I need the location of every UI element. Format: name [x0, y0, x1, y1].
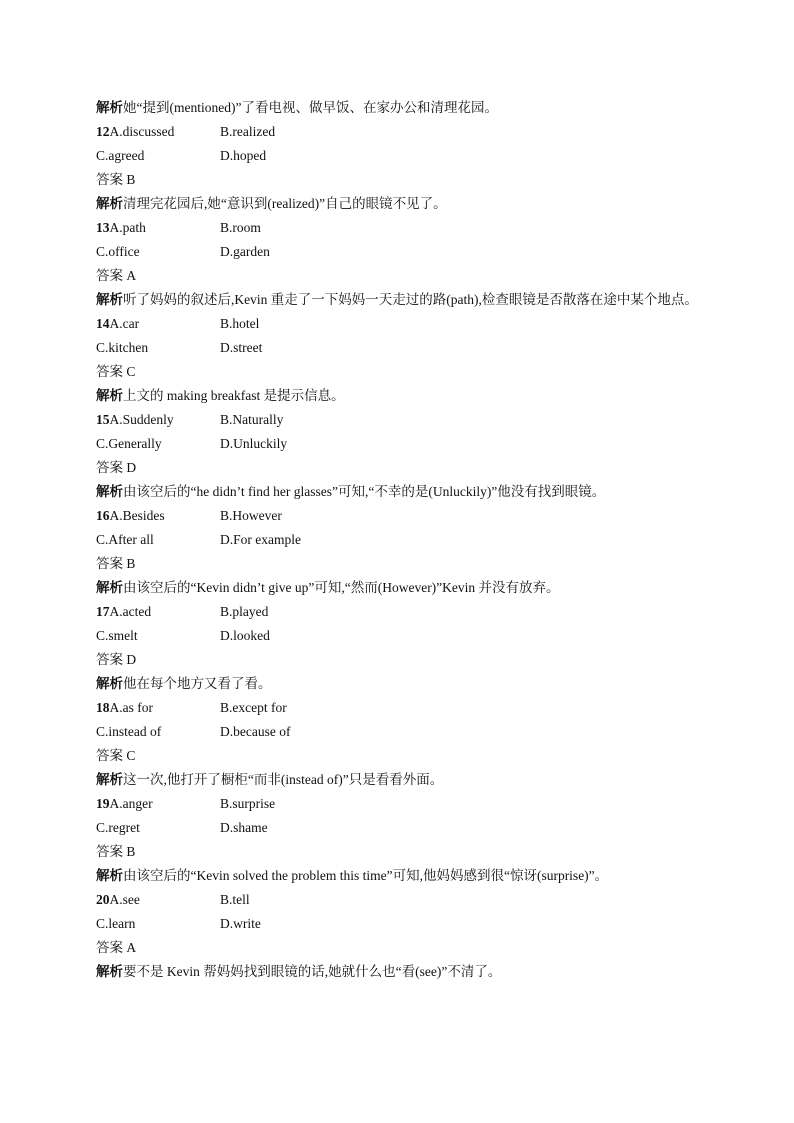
question-block	[96, 504, 706, 600]
option-c: C.office	[96, 244, 140, 259]
explanation-line	[96, 768, 706, 792]
option-d: D.looked	[220, 628, 270, 643]
answer-value: C	[126, 748, 136, 763]
option-a-text: A.as for	[109, 700, 153, 715]
option-b: B.realized	[220, 124, 276, 139]
option-a-text: A.discussed	[109, 124, 175, 139]
answer-line	[96, 264, 706, 288]
answer-value: B	[126, 172, 136, 187]
option-a-text: A.anger	[109, 796, 153, 811]
options-row-cd	[96, 912, 706, 936]
question-number: 13	[96, 220, 110, 235]
options-row-ab	[96, 792, 706, 816]
option-a	[96, 120, 220, 144]
options-row-ab	[96, 504, 706, 528]
options-row-ab	[96, 312, 706, 336]
question-number: 12	[96, 124, 110, 139]
option-d: D.For example	[220, 532, 301, 547]
option-a	[96, 888, 220, 912]
explanation-text: 他在每个地方又看了看。	[123, 676, 272, 691]
answer-label: 答案	[96, 748, 123, 763]
answer-line	[96, 840, 706, 864]
option-b: B.surprise	[220, 796, 276, 811]
explanation-line	[96, 960, 706, 984]
options-row-cd	[96, 624, 706, 648]
answer-line	[96, 744, 706, 768]
options-row-ab	[96, 696, 706, 720]
option-a	[96, 216, 220, 240]
answer-label: 答案	[96, 364, 123, 379]
question-number: 14	[96, 316, 110, 331]
question-block	[96, 216, 706, 312]
option-a	[96, 600, 220, 624]
explanation-text: 由该空后的“Kevin solved the problem this time”可知,他妈妈感到很“惊讶(surprise)”。	[123, 868, 609, 883]
question-block	[96, 600, 706, 696]
answer-value: A	[126, 268, 137, 283]
question-number: 19	[96, 796, 110, 811]
question-block	[96, 408, 706, 504]
question-block	[96, 120, 706, 216]
explanation-text: 这一次,他打开了橱柜“而非(instead of)”只是看看外面。	[123, 772, 444, 787]
option-c: C.instead of	[96, 724, 162, 739]
options-row-cd	[96, 336, 706, 360]
option-d: D.street	[220, 340, 263, 355]
explanation-label: 解析	[96, 100, 123, 115]
explanation-line	[96, 480, 706, 504]
explanation-line	[96, 384, 706, 408]
answer-value: A	[126, 940, 137, 955]
explanation-label: 解析	[96, 580, 123, 595]
answer-label: 答案	[96, 556, 123, 571]
explanation-line	[96, 864, 706, 888]
option-a-text: A.acted	[109, 604, 152, 619]
question-number: 20	[96, 892, 110, 907]
explanation-line	[96, 576, 706, 600]
options-row-ab	[96, 600, 706, 624]
option-b: B.However	[220, 508, 282, 523]
question-list	[96, 120, 706, 984]
explanation-text: 她“提到(mentioned)”了看电视、做早饭、在家办公和清理花园。	[123, 100, 498, 115]
answer-line	[96, 456, 706, 480]
answer-label: 答案	[96, 460, 123, 475]
option-d: D.hoped	[220, 148, 267, 163]
option-b: B.except for	[220, 700, 287, 715]
answer-label: 答案	[96, 940, 123, 955]
explanation-text: 听了妈妈的叙述后,Kevin 重走了一下妈妈一天走过的路(path),检查眼镜是否散落在途中某个地点。	[123, 292, 698, 307]
option-b: B.room	[220, 220, 261, 235]
options-row-ab	[96, 216, 706, 240]
explanation-line	[96, 672, 706, 696]
answer-value: D	[126, 652, 137, 667]
answer-line	[96, 648, 706, 672]
explanation-text: 上文的 making breakfast 是提示信息。	[123, 388, 345, 403]
option-c: C.smelt	[96, 628, 138, 643]
option-d: D.shame	[220, 820, 268, 835]
option-c: C.kitchen	[96, 340, 149, 355]
explanation-label: 解析	[96, 676, 123, 691]
answer-value: B	[126, 556, 136, 571]
explanation-label: 解析	[96, 772, 123, 787]
options-row-ab	[96, 408, 706, 432]
answer-label: 答案	[96, 652, 123, 667]
option-c: C.After all	[96, 532, 154, 547]
option-a	[96, 408, 220, 432]
option-a	[96, 792, 220, 816]
explanation-label: 解析	[96, 388, 123, 403]
option-a-text: A.car	[109, 316, 140, 331]
option-c: C.regret	[96, 820, 140, 835]
answer-value: D	[126, 460, 137, 475]
intro-explanation	[96, 96, 706, 120]
answer-line	[96, 168, 706, 192]
option-d: D.because of	[220, 724, 291, 739]
option-a-text: A.Besides	[109, 508, 165, 523]
option-a	[96, 504, 220, 528]
option-d: D.garden	[220, 244, 270, 259]
answer-line	[96, 936, 706, 960]
options-row-ab	[96, 888, 706, 912]
option-d: D.write	[220, 916, 261, 931]
explanation-label: 解析	[96, 964, 123, 979]
option-c: C.agreed	[96, 148, 145, 163]
answer-label: 答案	[96, 172, 123, 187]
answer-value: C	[126, 364, 136, 379]
question-block	[96, 888, 706, 984]
options-row-cd	[96, 720, 706, 744]
explanation-text: 由该空后的“Kevin didn’t give up”可知,“然而(However)”Kevin 并没有放弃。	[123, 580, 560, 595]
question-number: 18	[96, 700, 110, 715]
explanation-line	[96, 288, 706, 312]
answer-line	[96, 360, 706, 384]
options-row-cd	[96, 528, 706, 552]
option-b: B.played	[220, 604, 269, 619]
explanation-line	[96, 192, 706, 216]
options-row-ab	[96, 120, 706, 144]
options-row-cd	[96, 432, 706, 456]
answer-key-page	[96, 96, 706, 984]
question-block	[96, 792, 706, 888]
option-a-text: A.see	[109, 892, 140, 907]
options-row-cd	[96, 240, 706, 264]
answer-label: 答案	[96, 268, 123, 283]
question-block	[96, 312, 706, 408]
option-b: B.tell	[220, 892, 250, 907]
option-b: B.Naturally	[220, 412, 284, 427]
option-a-text: A.path	[109, 220, 146, 235]
answer-value: B	[126, 844, 136, 859]
explanation-label: 解析	[96, 868, 123, 883]
option-d: D.Unluckily	[220, 436, 288, 451]
explanation-text: 由该空后的“he didn’t find her glasses”可知,“不幸的是(Unluckily)”他没有找到眼镜。	[123, 484, 606, 499]
options-row-cd	[96, 816, 706, 840]
question-number: 17	[96, 604, 110, 619]
explanation-text: 清理完花园后,她“意识到(realized)”自己的眼镜不见了。	[123, 196, 447, 211]
option-b: B.hotel	[220, 316, 260, 331]
option-a	[96, 696, 220, 720]
question-number: 15	[96, 412, 110, 427]
option-c: C.learn	[96, 916, 136, 931]
explanation-label: 解析	[96, 196, 123, 211]
explanation-label: 解析	[96, 484, 123, 499]
option-c: C.Generally	[96, 436, 162, 451]
options-row-cd	[96, 144, 706, 168]
option-a	[96, 312, 220, 336]
explanation-text: 要不是 Kevin 帮妈妈找到眼镜的话,她就什么也“看(see)”不清了。	[123, 964, 502, 979]
question-number: 16	[96, 508, 110, 523]
answer-line	[96, 552, 706, 576]
option-a-text: A.Suddenly	[109, 412, 174, 427]
answer-label: 答案	[96, 844, 123, 859]
question-block	[96, 696, 706, 792]
explanation-label: 解析	[96, 292, 123, 307]
